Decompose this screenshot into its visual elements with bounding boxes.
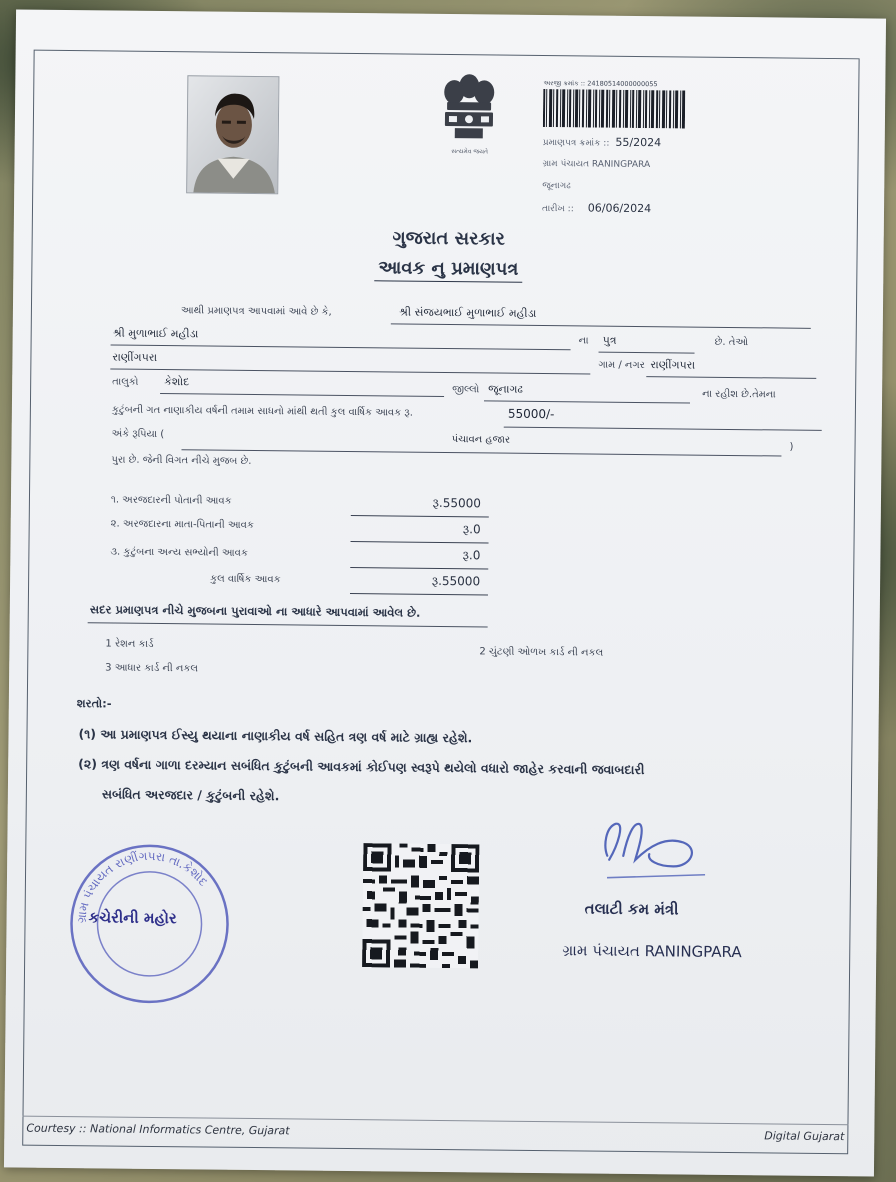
income-row-label: ૧. અરજદારની પોતાની આવક [110,494,232,507]
government-title: ગુજરાત સરકાર [392,227,506,250]
intro-text: આથી પ્રમાણપત્ર આપવામાં આવે છે કે, [180,305,332,318]
emblem-motto: સત્યમેવ જયતે [451,148,489,156]
income-row-amount: રૂ.0 [462,522,481,537]
terms-heading: શરતો:- [76,696,112,711]
income-row-label: ૨. અરજદારના માતા-પિતાની આવક [110,518,254,531]
signatory-title: તલાટી કમ મંત્રી [584,899,679,919]
income-row-label: ૩. કુટુંબના અન્ય સભ્યોની આવક [110,546,248,559]
term-line: (૨) ત્રણ વર્ષના ગાળા દરમ્યાન સબંધિત કુટુંબની આવકમાં કોઈપણ સ્વરૂપે થયેલો વધારો જાહેર કરવાની જવાબદારી [78,756,645,778]
district-line: જૂનાગઢ [542,180,571,192]
svg-text:ગ્રામ પંચાયત રાણીંગપરા તા.કેશો: ગ્રામ પંચાયત રાણીંગપરા તા.કેશોદ [74,848,211,924]
total-income-amount: રૂ.55000 [431,573,481,589]
district-value: જૂનાગઢ [488,382,524,396]
details-text: પુરા છે. જેની વિગત નીચે મુજબ છે. [111,454,252,467]
income-row-amount: રૂ.0 [462,548,481,563]
panchayat-line: ગ્રામ પંચાયત RANINGPARA [542,158,651,171]
father-name: શ્રી મુળાભાઈ મહીડા [112,326,199,341]
amount-in-words: પંચાવન હજાર [451,434,511,446]
taluka-label: તાલુકો [112,376,139,388]
words-close: ) [789,441,794,453]
document-item: 2 ચુંટણી ઓળખ કાર્ડ ની નકલ [479,646,604,659]
certificate-paper [4,9,886,1176]
barcode-icon [543,89,685,128]
term-line: (૧) આ પ્રમાણપત્ર ઈસ્યુ થયાના નાણાકીય વર્ષ સહિત ત્રણ વર્ષ માટે ગ્રાહ્ય રહેશે. [78,726,473,746]
taluka-value: કેશોદ [164,375,190,389]
applicant-name: શ્રી સંજયભાઈ મુળાભાઈ મહીડા [398,305,537,320]
footer-courtesy: Courtesy :: National Informatics Centre, Gujarat [26,1121,290,1138]
district-label: જીલ્લો [452,384,480,396]
applicant-photo [186,75,279,194]
certificate-title: આવક નુ પ્રમાણપત્ર [13,253,883,283]
income-row-amount: રૂ.55000 [432,495,482,511]
resident-label: ના રહીશ છે.તેમના [702,388,776,401]
village-name: રાણીંગપરા [112,350,158,364]
term-line: સબંધિત અરજદાર / કુટુંબની રહેશે. [101,786,280,804]
signature-icon [587,816,728,907]
village-name-2: રાણીંગપરા [650,358,696,372]
footer-digital-gujarat: Digital Gujarat [764,1129,845,1144]
documents-heading: સદર પ્રમાણપત્ર નીચે મુજબના પુરાવાઓ ના આધારે આપવામાં આવેલ છે. [89,602,421,620]
certificate-number: પ્રમાણપત્ર ક્રમાંક :: 55/2024 [542,135,662,150]
words-label: અંકે રૂપિયા ( [111,428,165,441]
signatory-place: ગ્રામ પંચાયત RANINGPARA [562,941,742,962]
document-item: 3 આધાર કાર્ડ ની નકલ [105,662,199,675]
relation-value: પુત્ર [602,333,617,347]
relation-label: ના [578,335,589,347]
income-text: કુટુંબની ગત નાણાકીય વર્ષની તમામ સાધનો માંથી થતી કુલ વાર્ષિક આવક રૂ. [111,404,413,419]
they-label: છે. તેઓ [714,336,749,349]
income-amount: 55000/- [507,406,555,422]
total-income-label: કુલ વાર્ષિક આવક [210,573,281,586]
barcode-caption: અરજી ક્રમાંક :: 24180514000000055 [543,79,658,89]
office-seal-label: કચેરીની મહોર [88,908,177,928]
qr-code-icon [362,843,479,968]
national-emblem-icon [433,68,506,155]
issue-date: તારીખ :: 06/06/2024 [541,201,652,216]
document-item: 1 રેશન કાર્ડ [105,638,154,650]
village-label: ગામ / નગર [598,359,645,372]
